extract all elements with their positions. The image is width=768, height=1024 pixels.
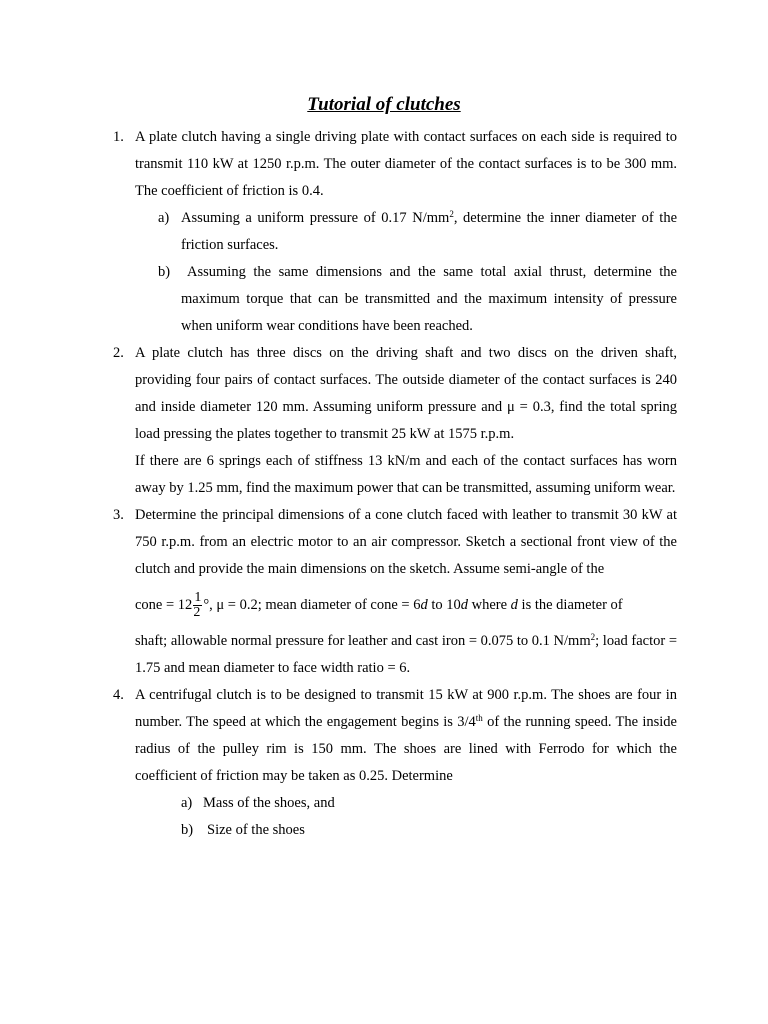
question-3: [0, 502, 768, 682]
sub-text: Assuming the same dimensions and the same total axial thrust, determine the maximum torque that can be transmitted and the maximum intensity of pressure when uniform wear conditions have been reached.: [181, 264, 677, 334]
sub-text: Mass of the shoes, and: [203, 795, 335, 811]
question-text-continued: shaft; allowable normal pressure for leather and cast iron = 0.075 to 0.1 $N/mm^2$; load factor = 1.75 and mean diameter to face width ratio = 6.: [135, 632, 677, 676]
sub-question-a: [0, 790, 768, 817]
fraction-half: $\frac{1}{2}$: [193, 590, 202, 621]
question-text-continued: If there are 6 springs each of stiffness 13 kN/m and each of the contact surfaces has worn away by 1.25 mm, find the maximum power that can be transmitted, assuming uniform wear.: [135, 453, 677, 496]
question-text: A centrifugal clutch is to be designed to transmit 15 kW at 900 r.p.m. The shoes are four in number. The speed at which the engagement begins is 3/4th of the running speed. The inside radius of the pulley rim is 150 mm. The shoes are lined with Ferrodo for which the coefficient of friction may be taken as 0.25. Determine: [135, 687, 677, 784]
question-4: [0, 682, 768, 844]
question-number: 3.: [113, 507, 124, 523]
sub-marker: b): [158, 264, 171, 280]
sub-text: Assuming a uniform pressure of 0.17 $N/mm^2$, determine the inner diameter of the friction surfaces.: [181, 209, 678, 253]
question-list: [0, 124, 768, 844]
question-number: 1.: [113, 129, 124, 145]
question-2: [0, 340, 768, 502]
sub-question-a: [0, 205, 768, 259]
question-text: A plate clutch having a single driving plate with contact surfaces on each side is required to transmit 110 kW at 1250 r.p.m. The outer diameter of the contact surfaces is to be 300 mm. The coefficient of friction is 0.4.: [135, 129, 677, 199]
sub-text: Size of the shoes: [207, 822, 305, 838]
sub-question-b: [0, 259, 768, 340]
sub-marker: b): [181, 822, 194, 838]
question-text: Determine the principal dimensions of a cone clutch faced with leather to transmit 30 kW at 750 r.p.m. from an electric motor to an air compressor. Sketch a sectional front view of the clutch and provide the main dimensions on the sketch. Assume semi-angle of the: [135, 507, 677, 577]
sub-marker: a): [181, 795, 193, 811]
question-text: A plate clutch has three discs on the driving shaft and two discs on the driven shaft, providing four pairs of contact surfaces. The outside diameter of the contact surfaces is 240 and inside diameter 120 mm. Assuming uniform pressure and μ = 0.3, find the total spring load pressing the plates together to transmit 25 kW at 1575 r.p.m.: [135, 345, 677, 442]
sub-question-b: [0, 817, 768, 844]
question-number: 4.: [113, 687, 124, 703]
question-1: [0, 124, 768, 340]
sub-marker: a): [158, 210, 170, 226]
question-number: 2.: [113, 345, 124, 361]
cone-angle-line: cone = 12 $\frac{1}{2}$ °, μ = 0.2; mean diameter of cone = 6d to 10d where d is the diameter of: [135, 590, 623, 621]
page-title: Tutorial of clutches: [307, 94, 461, 115]
